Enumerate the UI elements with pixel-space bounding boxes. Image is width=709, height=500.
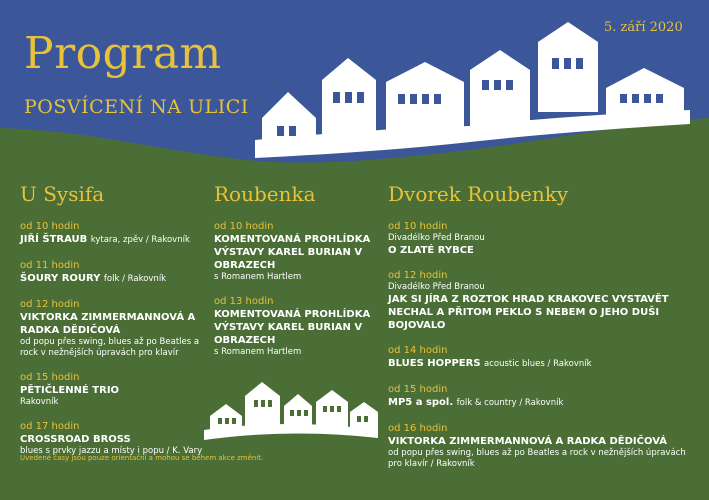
list-item	[388, 383, 698, 410]
column-dvorek-roubenky	[388, 182, 698, 482]
list-item	[388, 269, 698, 332]
event-description: od popu přes swing, blues až po Beatles a rock v nežnějších úpravách pro klavír / Rakovník	[388, 448, 686, 469]
event-title: KOMENTOVANÁ PROHLÍDKA VÝSTAVY KAREL BURIAN V OBRAZECH	[214, 309, 371, 346]
event-presenter: Divadélko Před Branou	[388, 233, 485, 243]
event-date: 5. září 2020	[604, 20, 683, 35]
event-time: od 17 hodin	[20, 421, 80, 432]
event-time: od 10 hodin	[20, 221, 80, 232]
list-item	[20, 420, 205, 457]
list-item	[388, 344, 698, 371]
column-heading: Dvorek Roubenky	[388, 182, 569, 206]
event-extra: acoustic blues / Rakovník	[484, 359, 592, 369]
event-description: blues s prvky jazzu a místy i popu / K. Vary	[20, 446, 203, 456]
event-title: CROSSROAD BROSS	[20, 434, 131, 445]
event-extra: kytara, zpěv / Rakovník	[90, 235, 190, 245]
list-item	[20, 371, 205, 408]
event-name	[388, 357, 698, 371]
event-time: od 10 hodin	[214, 221, 274, 232]
column-u-sysifa	[20, 182, 205, 469]
event-description: od popu přes swing, blues až po Beatles a rock v nežnějších úpravách pro klavír	[20, 337, 200, 358]
event-title: MP5 a spol.	[388, 397, 454, 408]
event-time: od 15 hodin	[388, 384, 448, 395]
list-item	[20, 259, 205, 286]
event-title: ŠOURY ROURY	[20, 273, 101, 284]
event-time: od 12 hodin	[20, 299, 80, 310]
event-title: JAK SI JÍRA Z ROZTOK HRAD KRAKOVEC VYSTAVĚT NECHAL A PŘITOM PEKLO S NEBEM O JEHO DUŠI BOJOVALO	[388, 294, 669, 331]
event-description: s Romanem Hartlem	[214, 272, 302, 282]
event-name	[20, 233, 205, 247]
event-title: VIKTORKA ZIMMERMANNOVÁ A RADKA DĚDIČOVÁ	[20, 312, 196, 336]
list-item	[214, 220, 379, 283]
event-name	[388, 396, 698, 410]
event-time: od 16 hodin	[388, 423, 448, 434]
list-item	[388, 422, 698, 470]
event-title: PĚTIČLENNÉ TRIO	[20, 385, 120, 396]
event-title: KOMENTOVANÁ PROHLÍDKA VÝSTAVY KAREL BURIAN V OBRAZECH	[214, 234, 371, 271]
event-title: BLUES HOPPERS	[388, 358, 481, 369]
event-name	[20, 272, 205, 286]
event-extra: folk & country / Rakovník	[456, 398, 564, 408]
event-description: Rakovník	[20, 397, 59, 407]
event-time: od 13 hodin	[214, 296, 274, 307]
event-title: O ZLATÉ RYBCE	[388, 245, 474, 256]
village-small-icon	[200, 374, 380, 449]
event-time: od 10 hodin	[388, 221, 448, 232]
event-time: od 15 hodin	[20, 372, 80, 383]
page-title: Program	[24, 28, 222, 79]
event-title: VIKTORKA ZIMMERMANNOVÁ A RADKA DĚDIČOVÁ	[388, 436, 668, 447]
event-title: JIŘÍ ŠTRAUB	[20, 234, 88, 245]
page-subtitle: POSVÍCENÍ NA ULICI	[24, 96, 249, 118]
list-item	[388, 220, 698, 257]
event-presenter: Divadélko Před Branou	[388, 282, 485, 292]
event-description: s Romanem Hartlem	[214, 347, 302, 357]
column-heading: U Sysifa	[20, 182, 105, 206]
column-roubenka	[214, 182, 379, 449]
event-extra: folk / Rakovník	[103, 274, 167, 284]
column-heading: Roubenka	[214, 182, 316, 206]
list-item	[20, 220, 205, 247]
event-time: od 12 hodin	[388, 270, 448, 281]
list-item	[214, 295, 379, 358]
event-time: od 14 hodin	[388, 345, 448, 356]
footer-note: Uvedené časy jsou pouze orientační a mohou se během akce změnit.	[20, 454, 264, 462]
list-item	[20, 298, 205, 359]
event-time: od 11 hodin	[20, 260, 80, 271]
